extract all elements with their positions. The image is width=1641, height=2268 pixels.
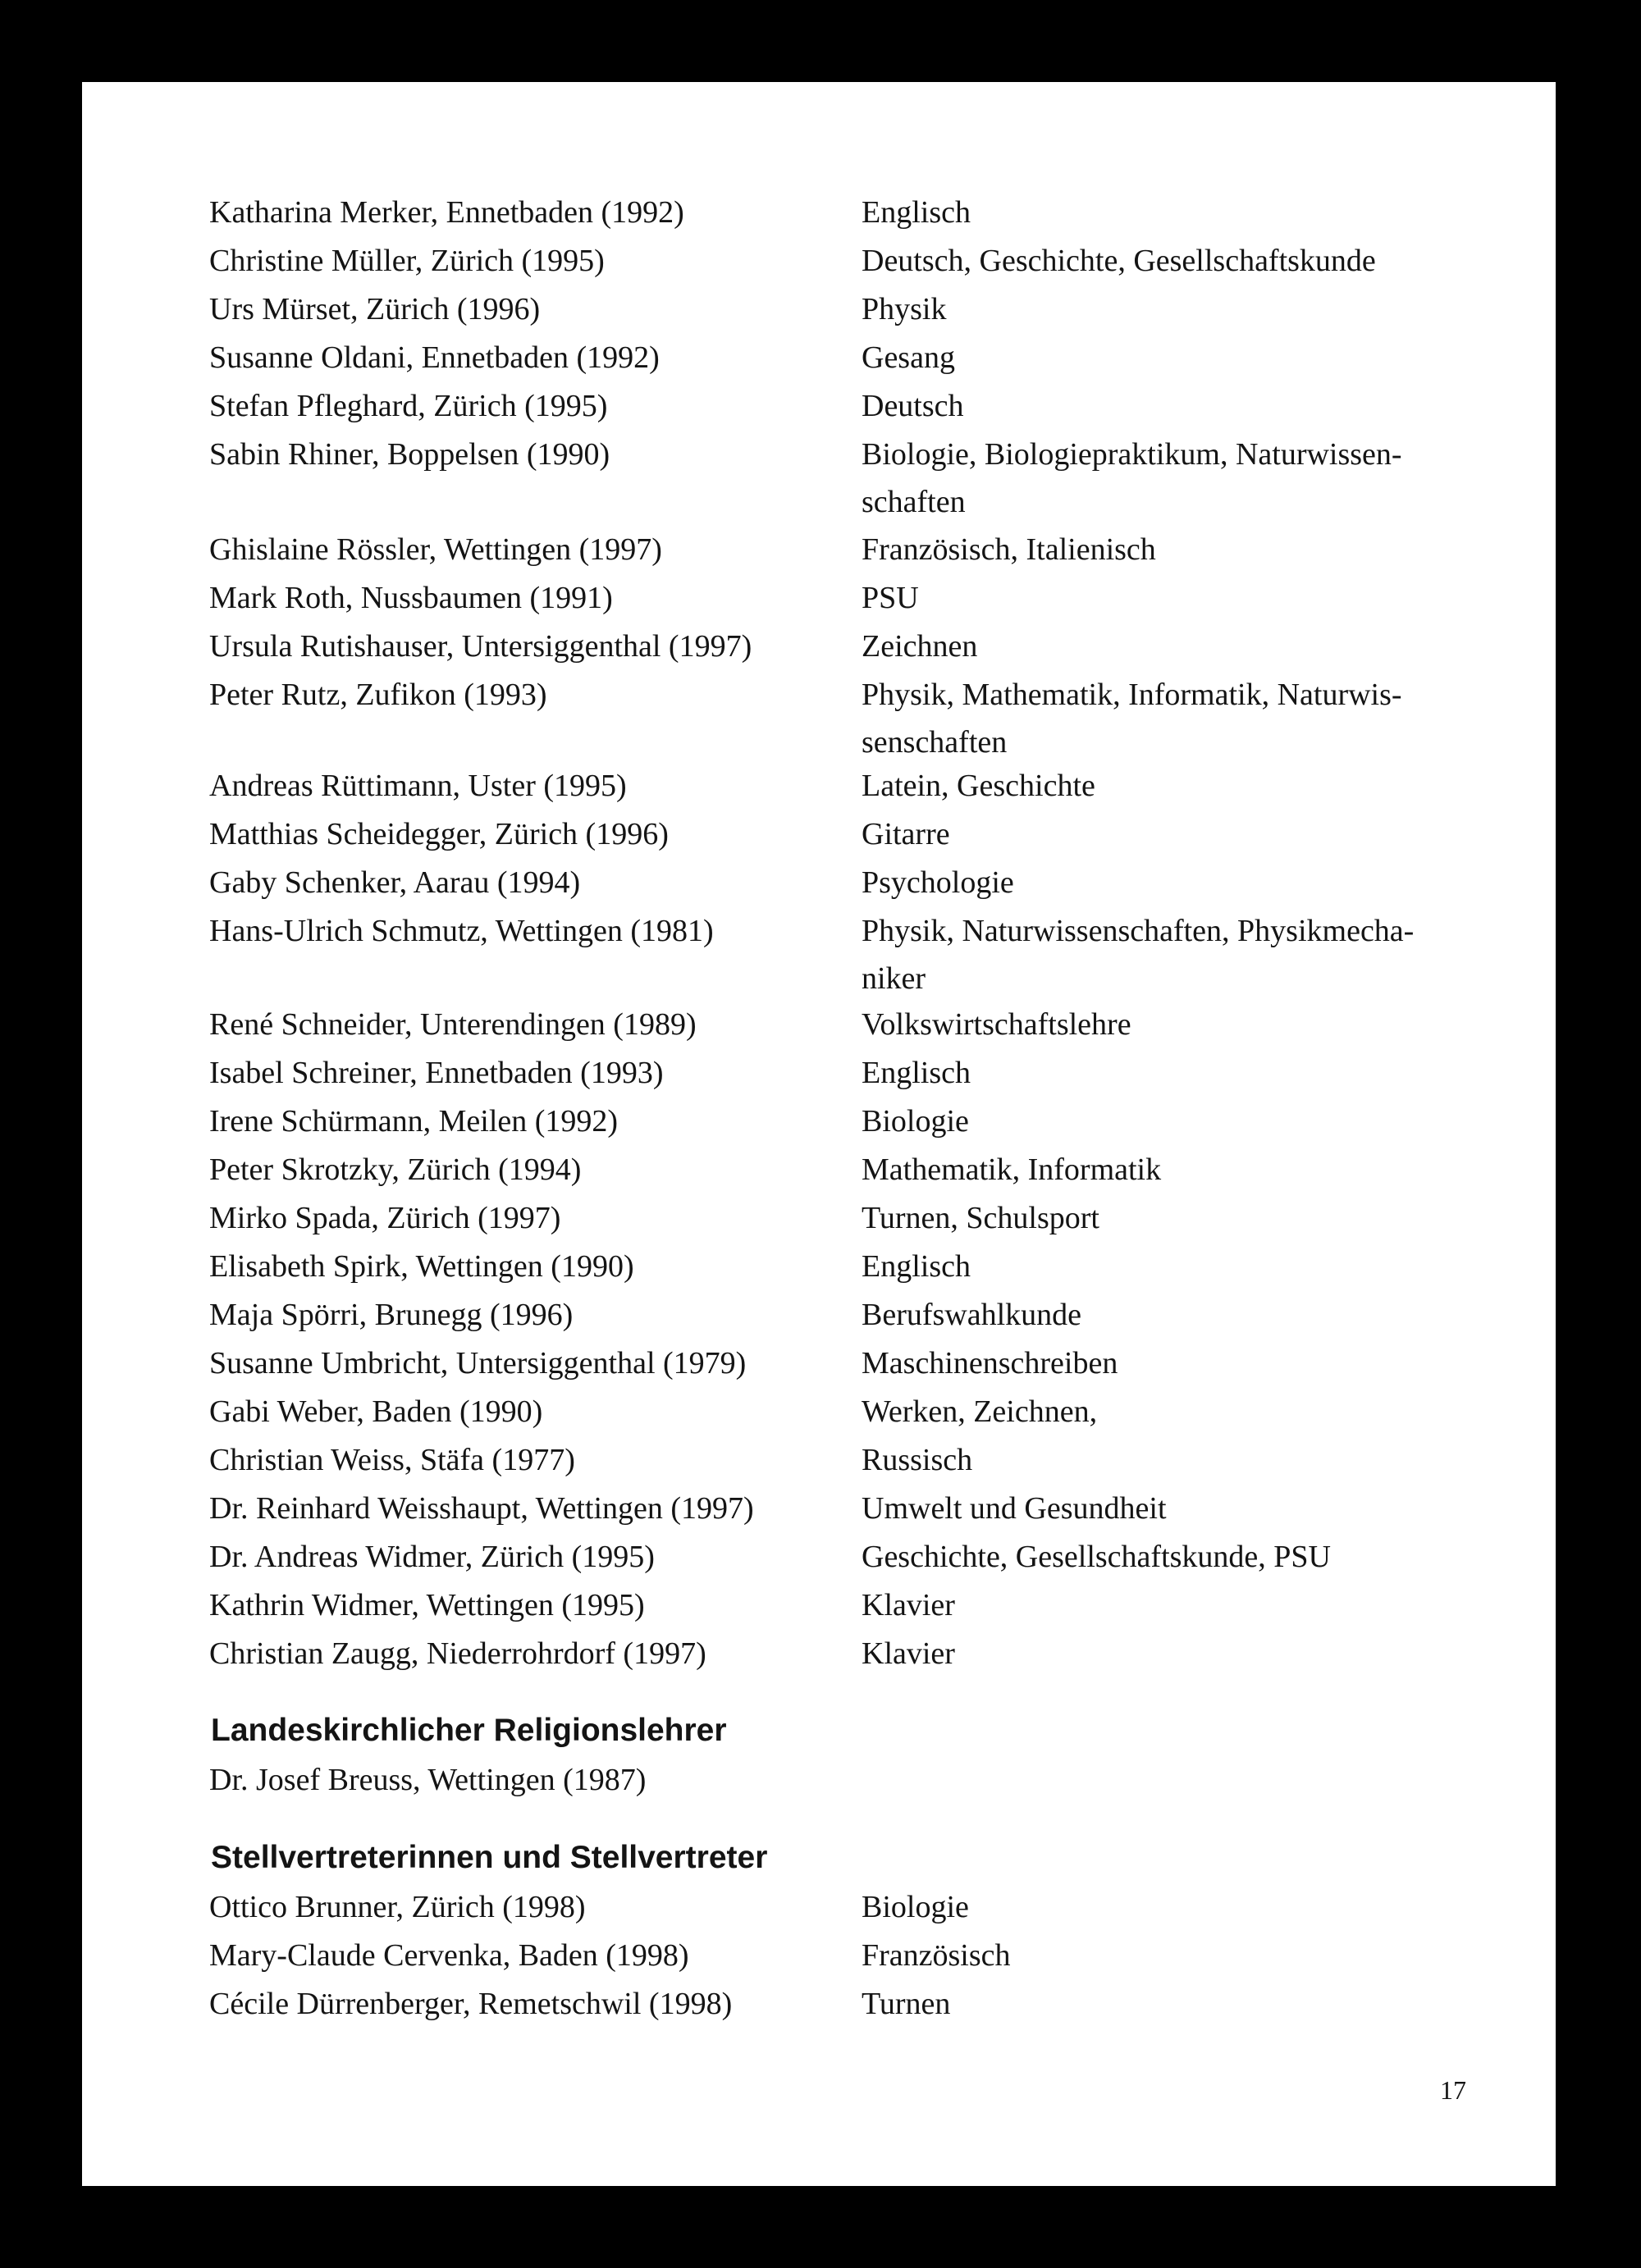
teacher-subject: Klavier — [862, 1588, 955, 1622]
teacher-name: Gaby Schenker, Aarau (1994) — [209, 865, 581, 900]
teacher-subject: Französisch — [862, 1938, 1011, 1973]
teacher-subject: Klavier — [862, 1636, 955, 1671]
teacher-subject: Physik, Mathematik, Informatik, Naturwis-senschaften — [862, 678, 1402, 760]
teacher-subject: Latein, Geschichte — [862, 769, 1095, 803]
teacher-name: Isabel Schreiner, Ennetbaden (1993) — [209, 1056, 664, 1090]
teacher-name: Susanne Umbricht, Untersiggenthal (1979) — [209, 1346, 747, 1380]
teacher-subject: Russisch — [862, 1443, 973, 1477]
teacher-subject: Gitarre — [862, 817, 950, 851]
teacher-subject: Deutsch — [862, 389, 964, 423]
teacher-name: Ghislaine Rössler, Wettingen (1997) — [209, 532, 662, 567]
teacher-name: Maja Spörri, Brunegg (1996) — [209, 1298, 574, 1332]
teacher-name: Hans-Ulrich Schmutz, Wettingen (1981) — [209, 914, 714, 948]
teacher-subject: Gesang — [862, 340, 955, 375]
teacher-subject: Französisch, Italienisch — [862, 532, 1156, 567]
teacher-subject: Englisch — [862, 1056, 971, 1090]
teacher-name: Peter Rutz, Zufikon (1993) — [209, 678, 547, 712]
teacher-name: Peter Skrotzky, Zürich (1994) — [209, 1152, 582, 1187]
teacher-name: Matthias Scheidegger, Zürich (1996) — [209, 817, 669, 851]
teacher-name: Cécile Dürrenberger, Remetschwil (1998) — [209, 1987, 733, 2021]
teacher-name: Christian Weiss, Stäfa (1977) — [209, 1443, 575, 1477]
teacher-subject: Englisch — [862, 1249, 971, 1284]
teacher-name: Ursula Rutishauser, Untersiggenthal (1997) — [209, 629, 752, 664]
teacher-subject: Zeichnen — [862, 629, 978, 664]
teacher-subject: Deutsch, Geschichte, Gesellschaftskunde — [862, 244, 1376, 278]
teacher-name: Mirko Spada, Zürich (1997) — [209, 1201, 561, 1235]
teacher-name: René Schneider, Unterendingen (1989) — [209, 1007, 697, 1042]
document-page — [82, 82, 1556, 2186]
teacher-subject: Maschinenschreiben — [862, 1346, 1118, 1380]
teacher-subject: Turnen, Schulsport — [862, 1201, 1099, 1235]
teacher-subject: Volkswirtschaftslehre — [862, 1007, 1131, 1042]
teacher-name: Dr. Josef Breuss, Wettingen (1987) — [209, 1763, 647, 1797]
section-heading-substitutes: Stellvertreterinnen und Stellvertreter — [211, 1840, 768, 1875]
teacher-name: Irene Schürmann, Meilen (1992) — [209, 1104, 619, 1139]
teacher-name: Stefan Pfleghard, Zürich (1995) — [209, 389, 608, 423]
teacher-name: Gabi Weber, Baden (1990) — [209, 1394, 543, 1429]
teacher-name: Susanne Oldani, Ennetbaden (1992) — [209, 340, 660, 375]
teacher-name: Christine Müller, Zürich (1995) — [209, 244, 605, 278]
teacher-name: Andreas Rüttimann, Uster (1995) — [209, 769, 627, 803]
teacher-name: Mark Roth, Nussbaumen (1991) — [209, 581, 613, 615]
teacher-subject: Physik — [862, 292, 947, 326]
teacher-subject: Geschichte, Gesellschaftskunde, PSU — [862, 1540, 1331, 1574]
teacher-name: Elisabeth Spirk, Wettingen (1990) — [209, 1249, 634, 1284]
teacher-name: Christian Zaugg, Niederrohrdorf (1997) — [209, 1636, 706, 1671]
teacher-subject: Werken, Zeichnen, — [862, 1394, 1098, 1429]
teacher-name: Urs Mürset, Zürich (1996) — [209, 292, 541, 326]
teacher-name: Dr. Reinhard Weisshaupt, Wettingen (1997) — [209, 1491, 754, 1526]
teacher-name: Dr. Andreas Widmer, Zürich (1995) — [209, 1540, 655, 1574]
teacher-subject: Umwelt und Gesundheit — [862, 1491, 1167, 1526]
teacher-name: Mary-Claude Cervenka, Baden (1998) — [209, 1938, 689, 1973]
teacher-subject: Berufswahlkunde — [862, 1298, 1082, 1332]
teacher-subject: Mathematik, Informatik — [862, 1152, 1162, 1187]
teacher-name: Ottico Brunner, Zürich (1998) — [209, 1890, 586, 1924]
teacher-subject: Turnen — [862, 1987, 951, 2021]
page-number: 17 — [1440, 2075, 1466, 2105]
teacher-subject: Psychologie — [862, 865, 1014, 900]
teacher-subject: Biologie — [862, 1104, 969, 1139]
section-heading-religion: Landeskirchlicher Religionslehrer — [211, 1713, 727, 1748]
teacher-subject: Englisch — [862, 195, 971, 230]
teacher-subject: Biologie, Biologiepraktikum, Naturwissen-schaften — [862, 437, 1402, 519]
teacher-name: Kathrin Widmer, Wettingen (1995) — [209, 1588, 645, 1622]
teacher-subject: PSU — [862, 581, 919, 615]
teacher-subject: Biologie — [862, 1890, 969, 1924]
teacher-name: Sabin Rhiner, Boppelsen (1990) — [209, 437, 610, 472]
teacher-subject: Physik, Naturwissenschaften, Physikmecha-niker — [862, 914, 1415, 996]
teacher-name: Katharina Merker, Ennetbaden (1992) — [209, 195, 684, 230]
